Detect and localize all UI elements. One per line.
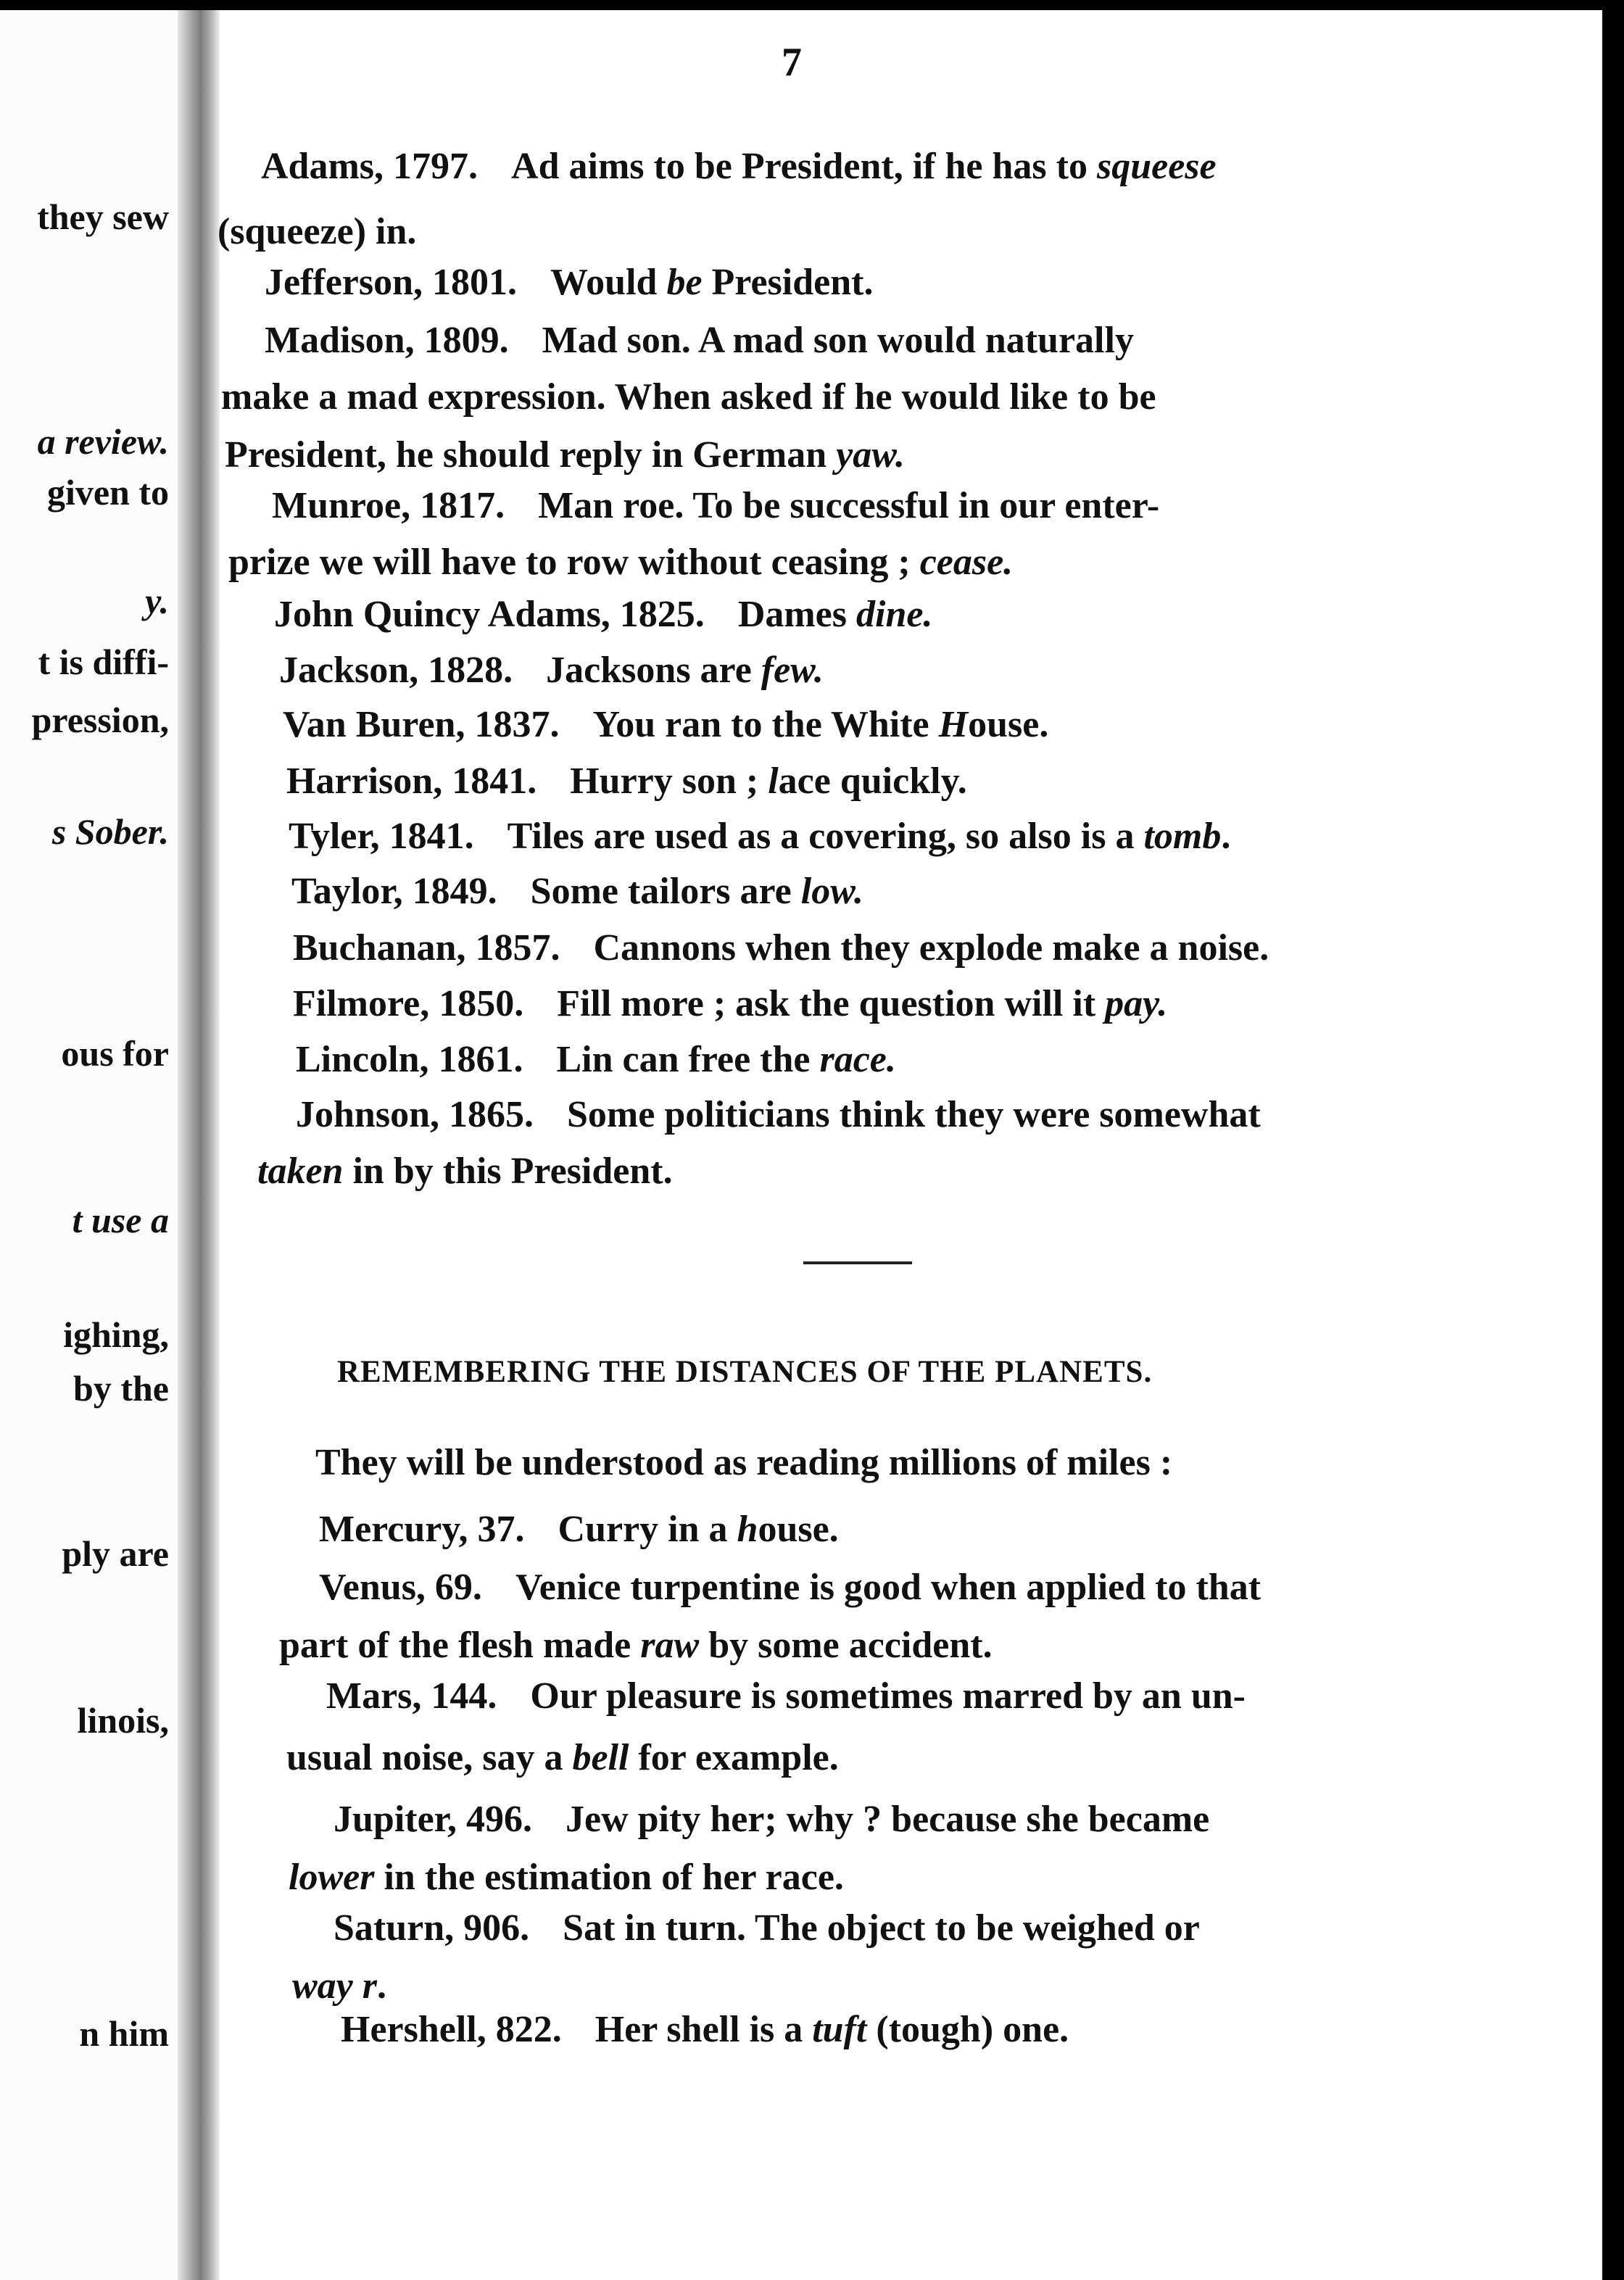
planet-text-tail: for example. (629, 1737, 839, 1778)
left-page-line: ply are (62, 1533, 169, 1574)
president-line (274, 593, 932, 636)
president-text: Would (550, 262, 667, 303)
president-text: Some politicians think they were somewhat (567, 1094, 1261, 1135)
left-page-line: t is diffi- (38, 642, 169, 682)
left-page-fragment (0, 10, 178, 2280)
president-text: Jacksons are (546, 650, 761, 691)
left-page-line: linois, (77, 1700, 169, 1741)
president-line (286, 760, 967, 803)
planet-keyword: lower (289, 1857, 375, 1898)
planet-text: They will be understood as reading millions of miles : (315, 1442, 1173, 1483)
planet-line (289, 1856, 844, 1899)
president-name: Harrison, 1841. (286, 760, 537, 802)
planet-text: . (377, 1965, 386, 2007)
planet-line (292, 1965, 386, 2007)
planet-keyword: raw (640, 1625, 700, 1666)
planet-line (334, 1798, 1209, 1841)
president-name: Taylor, 1849. (291, 871, 497, 912)
president-keyword: l (768, 760, 779, 802)
left-page-line: n him (79, 2013, 169, 2054)
left-page-line: given to (46, 472, 169, 513)
planet-keyword: bell (572, 1737, 629, 1778)
president-text: Mad son. A mad son would naturally (542, 320, 1134, 361)
left-page-line: pression, (31, 700, 169, 740)
planet-line (315, 1441, 1172, 1484)
planet-line (286, 1736, 839, 1779)
president-name: Madison, 1809. (265, 320, 509, 361)
president-name: Tyler, 1841. (289, 816, 474, 857)
planet-text: Jew pity her; why ? because she became (566, 1799, 1210, 1840)
president-text: Ad aims to be President, if he has to (511, 146, 1097, 187)
planet-name: Mars, 144. (326, 1675, 497, 1717)
president-keyword: squeese (1096, 146, 1217, 187)
scan-top-edge (0, 0, 1624, 10)
planet-text: Her shell is a (594, 2009, 813, 2050)
president-text: Dames (737, 594, 856, 635)
section-divider (803, 1261, 912, 1264)
president-name: Johnson, 1865. (296, 1094, 534, 1135)
president-text: Lin can free the (556, 1039, 820, 1080)
planet-text: in the estimation of her race. (374, 1857, 844, 1898)
president-text-tail: President. (702, 262, 874, 303)
president-keyword: cease. (919, 542, 1014, 583)
president-line (296, 1093, 1261, 1136)
president-text: Cannons when they explode make a noise. (593, 927, 1269, 969)
president-name: Buchanan, 1857. (293, 927, 560, 969)
president-name: Van Buren, 1837. (283, 704, 560, 745)
president-name: John Quincy Adams, 1825. (274, 594, 705, 635)
president-text: You ran to the White (592, 704, 939, 745)
left-page-line: they sew (37, 196, 169, 237)
planet-line (319, 1566, 1261, 1609)
president-keyword: race. (819, 1039, 896, 1080)
president-line (225, 434, 905, 476)
president-keyword: tomb (1143, 816, 1222, 857)
president-text: Some tailors are (530, 871, 801, 912)
president-line (272, 484, 1159, 527)
planet-line (326, 1675, 1246, 1717)
president-line (289, 815, 1230, 858)
planet-line (334, 1907, 1200, 1949)
planet-name: Mercury, 37. (319, 1509, 525, 1550)
president-keyword: few. (761, 650, 824, 691)
president-line (257, 1150, 673, 1193)
president-keyword: yaw. (836, 434, 905, 476)
president-name: Filmore, 1850. (293, 983, 524, 1024)
planets-heading: REMEMBERING THE DISTANCES OF THE PLANETS. (337, 1355, 1153, 1389)
planet-name: Jupiter, 496. (334, 1799, 532, 1840)
president-line (228, 541, 1013, 584)
page-number: 7 (782, 40, 802, 85)
president-line (293, 982, 1167, 1025)
planet-text: Venice turpentine is good when applied to that (515, 1567, 1262, 1608)
president-line (283, 703, 1048, 746)
planet-text: usual noise, say a (286, 1737, 573, 1778)
planet-text-tail: (tough) one. (866, 2009, 1069, 2050)
president-line (265, 261, 873, 304)
president-keyword: low. (800, 871, 863, 912)
president-line (291, 870, 863, 913)
planet-line (341, 2008, 1069, 2051)
president-text: make a mad expression. When asked if he would like to be (221, 376, 1156, 418)
left-page-line: y. (145, 581, 169, 621)
president-line (279, 649, 824, 692)
president-name: Jackson, 1828. (279, 650, 513, 691)
planet-keyword: h (737, 1509, 758, 1550)
planet-name: Hershell, 822. (341, 2009, 562, 2050)
planet-text: part of the flesh made (279, 1625, 641, 1666)
planet-name: Saturn, 906. (334, 1907, 530, 1949)
planet-text: Our pleasure is sometimes marred by an un- (530, 1675, 1246, 1717)
left-page-line: ighing, (63, 1314, 169, 1355)
president-line (293, 926, 1269, 969)
left-page-line: ous for (61, 1033, 169, 1074)
left-page-line: a review. (37, 421, 169, 462)
planet-name: Venus, 69. (319, 1567, 482, 1608)
president-text: Man roe. To be successful in our enter- (538, 485, 1160, 526)
president-text: President, he should reply in German (225, 434, 837, 476)
president-text-tail: ouse. (968, 704, 1049, 745)
president-line (261, 145, 1217, 188)
president-keyword: pay. (1105, 983, 1168, 1024)
planet-line (279, 1624, 993, 1667)
president-keyword: H (938, 704, 969, 745)
president-line (296, 1038, 896, 1081)
scan-right-edge (1602, 0, 1624, 2280)
planet-text: Sat in turn. The object to be weighed or (563, 1907, 1200, 1949)
book-gutter (178, 10, 220, 2280)
president-text: prize we will have to row without ceasing ; (228, 542, 920, 583)
planet-text-tail: ouse. (758, 1509, 839, 1550)
planet-keyword: tuft (812, 2009, 867, 2050)
left-page-line: t use a (72, 1200, 169, 1240)
planet-text-tail: by some accident. (699, 1625, 993, 1666)
planet-keyword: way r (292, 1965, 377, 2007)
president-keyword: be (666, 262, 703, 303)
president-text: Hurry son ; (570, 760, 768, 802)
president-text-tail: . (1221, 816, 1231, 857)
president-text-tail: ace quickly. (778, 760, 967, 802)
president-text: in by this President. (343, 1151, 673, 1192)
planet-text: Curry in a (558, 1509, 737, 1550)
president-line (221, 376, 1156, 418)
president-name: Adams, 1797. (261, 146, 478, 187)
president-line (218, 210, 416, 253)
planet-line (319, 1508, 839, 1551)
left-page-line: by the (73, 1368, 169, 1409)
president-text: (squeeze) in. (218, 211, 417, 252)
president-text: Fill more ; ask the question will it (557, 983, 1106, 1024)
president-text: Tiles are used as a covering, so also is a (507, 816, 1144, 857)
president-keyword: taken (257, 1151, 344, 1192)
left-page-line: s Sober. (51, 811, 169, 852)
president-line (265, 319, 1134, 362)
president-name: Jefferson, 1801. (265, 262, 518, 303)
president-keyword: dine. (856, 594, 933, 635)
president-name: Lincoln, 1861. (296, 1039, 523, 1080)
president-name: Munroe, 1817. (272, 485, 505, 526)
